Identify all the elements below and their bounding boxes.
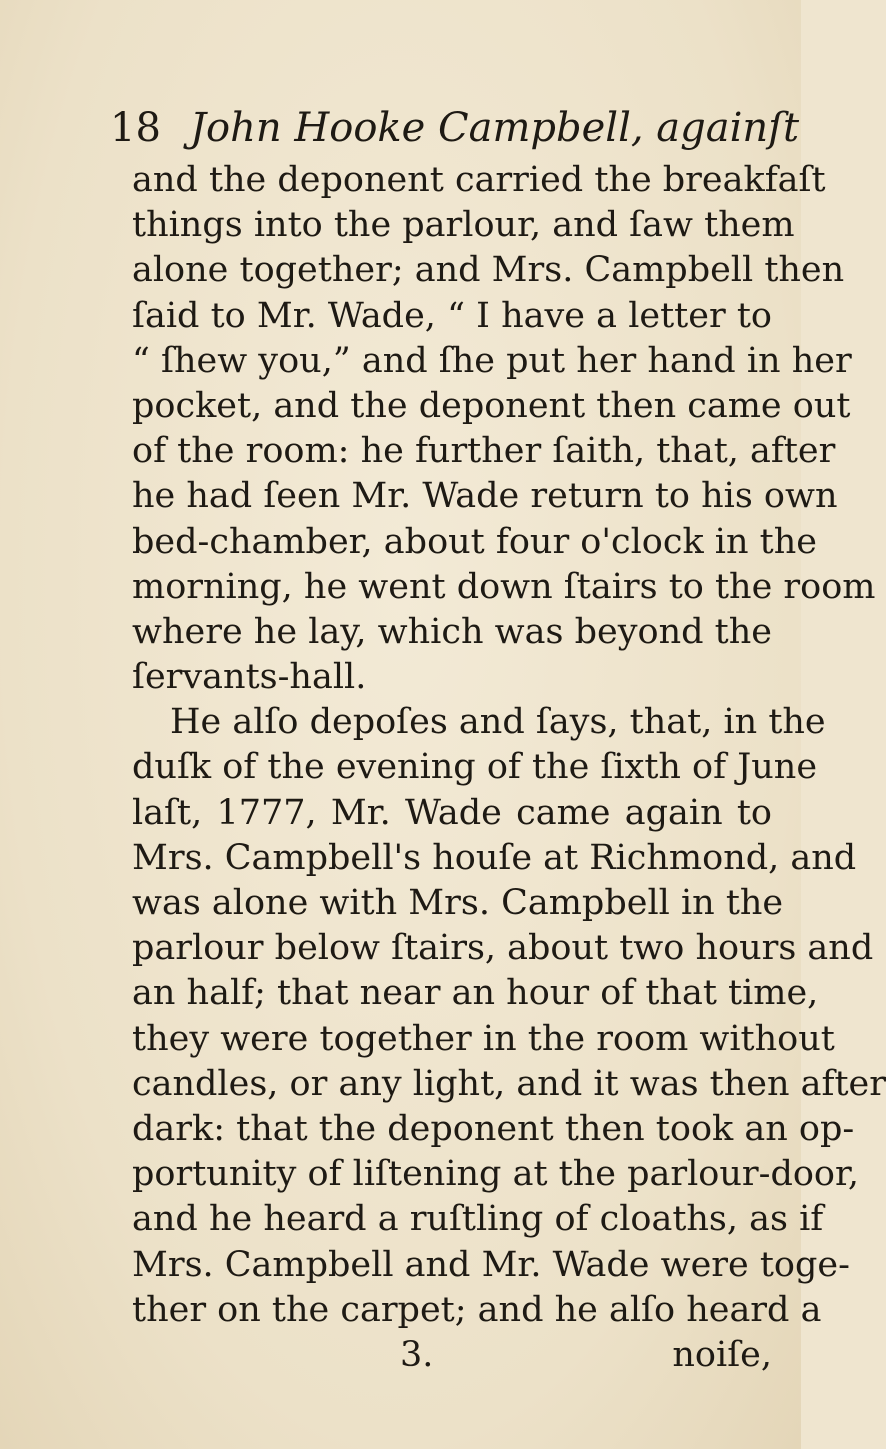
text-line: candles, or any light, and it was then after xyxy=(132,1063,886,1104)
text-line: Mrs. Campbell and Mr. Wade were toge- xyxy=(132,1244,850,1285)
paragraph-start-line: He alſo depoſes and ſays, that, in the xyxy=(170,702,826,743)
text-line: they were together in the room without xyxy=(132,1018,835,1059)
text-line: where he lay, which was beyond the xyxy=(132,611,772,652)
text-line: laſt, 1777, Mr. Wade came again to xyxy=(132,792,772,833)
text-line: bed-chamber, about four o'clock in the xyxy=(132,521,817,562)
page-number: 18 xyxy=(110,105,161,151)
text-line: an half; that near an hour of that time, xyxy=(132,973,819,1014)
text-line: pocket, and the deponent then came out xyxy=(132,385,851,426)
running-title: John Hooke Campbell, againſt xyxy=(190,105,800,151)
text-line: duſk of the evening of the ſixth of June xyxy=(132,747,818,788)
text-line: of the room: he further ſaith, that, after xyxy=(132,431,836,472)
text-line: things into the parlour, and ſaw them xyxy=(132,205,795,246)
text-line: dark: that the deponent then took an op- xyxy=(132,1108,855,1149)
catchword: noiſe, xyxy=(672,1335,772,1375)
signature-mark: 3. xyxy=(400,1335,434,1375)
text-line: “ ſhew you,” and ſhe put her hand in her xyxy=(132,340,852,381)
text-line: parlour below ſtairs, about two hours and xyxy=(132,928,874,969)
text-line: and he heard a ruſtling of cloaths, as if xyxy=(132,1199,824,1240)
text-line: alone together; and Mrs. Campbell then xyxy=(132,250,845,291)
text-line: ſervants-hall. xyxy=(132,657,367,698)
text-line: portunity of liſtening at the parlour-door, xyxy=(132,1154,860,1195)
text-line: morning, he went down ſtairs to the room xyxy=(132,566,876,607)
text-line: and the deponent carried the breakfaſt xyxy=(132,160,826,200)
text-line: ſaid to Mr. Wade, “ I have a letter to xyxy=(132,295,772,336)
running-head xyxy=(110,98,800,158)
body-text xyxy=(132,158,886,1333)
text-line: ther on the carpet; and he alſo heard a xyxy=(132,1289,822,1330)
text-line: Mrs. Campbell's houſe at Richmond, and xyxy=(132,837,857,878)
text-line: he had ſeen Mr. Wade return to his own xyxy=(132,476,838,517)
page-footer xyxy=(132,1330,772,1380)
text-line: was alone with Mrs. Campbell in the xyxy=(132,883,784,923)
